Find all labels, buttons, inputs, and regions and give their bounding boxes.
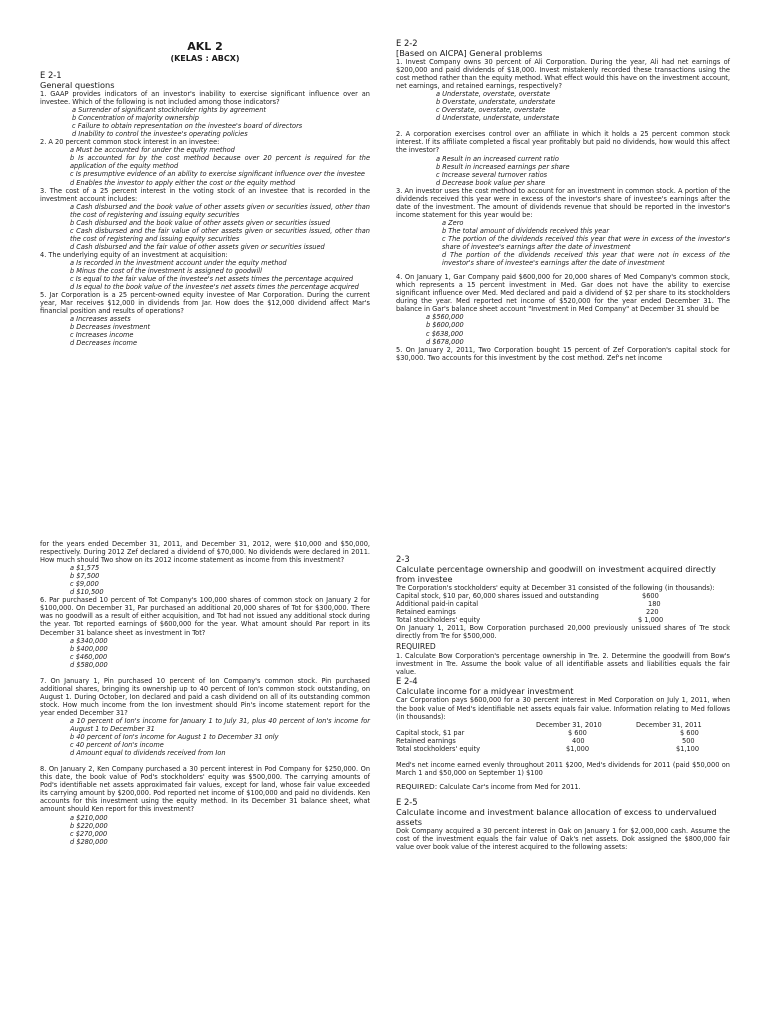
option-c: c Cash disbursed and the fair value of other assets given or securities issued, other than the cost of registering and issuing equity securities bbox=[70, 226, 370, 243]
option-b: b $400,000 bbox=[70, 644, 108, 653]
column-header: December 31, 2011 bbox=[636, 720, 702, 729]
section-heading: Calculate income for a midyear investment bbox=[396, 686, 574, 697]
option-a: a Must be accounted for under the equity method bbox=[70, 146, 235, 155]
page2-left-column bbox=[40, 540, 370, 846]
option-c: c The portion of the dividends received this year that were in excess of the investor's share of investee's earnings after the date of investment bbox=[442, 234, 730, 252]
row-value: $1,000 bbox=[566, 744, 590, 753]
row-value: 500 bbox=[682, 736, 695, 745]
table-row bbox=[396, 729, 730, 737]
row-value: $600 bbox=[642, 592, 659, 601]
option-b: b Is accounted for by the cost method because over 20 percent is required for the application of the equity method bbox=[70, 154, 370, 171]
option-b: b Minus the cost of the investment is assigned to goodwill bbox=[70, 267, 262, 276]
question-7: 7. On January 1, Pin purchased 10 percent of Ion Company's common stock. Pin purchased additional shares, bringing its ownership up to 40 percent of Ion's common stock outstanding, on August 1. During October, Ion declared and paid a cash dividend on all of its outstanding common stock. How much income from the Ion investment should Pin's income statement report for the year ended December 31? bbox=[40, 676, 370, 717]
row-value: 180 bbox=[648, 600, 661, 609]
row-label: Retained earnings bbox=[396, 736, 456, 745]
page-2 bbox=[0, 512, 768, 1024]
paragraph: Tre Corporation's stockholders' equity at December 31 consisted of the following (in thousands): bbox=[396, 584, 715, 592]
option-a: a Is recorded in the investment account under the equity method bbox=[70, 258, 287, 267]
option-d: d Is equal to the book value of the investee's net assets times the percentage acquired bbox=[70, 283, 359, 292]
question-3: 3. The cost of a 25 percent interest in the voting stock of an investee that is recorded in the investment account includes: bbox=[40, 186, 370, 203]
table-row bbox=[396, 616, 730, 624]
question-5-continued: for the years ended December 31, 2011, and December 31, 2012, were $10,000 and $50,000, respectively. During 2012 Zef declared a dividend of $70,000. No dividends were declared in 2011. How much should Two show on its 2012 income statement as income from this investment? bbox=[40, 540, 370, 565]
section-e2-4: E 2-4 bbox=[396, 676, 418, 687]
section-heading: [Based on AICPA] General problems bbox=[396, 48, 543, 58]
option-c: c Overstate, overstate, overstate bbox=[436, 106, 546, 115]
row-label: Additional paid-in capital bbox=[396, 600, 479, 609]
row-label: Capital stock, $1 par bbox=[396, 728, 465, 737]
row-value: $ 600 bbox=[568, 728, 587, 737]
table-row bbox=[396, 745, 730, 753]
required-line bbox=[396, 783, 730, 791]
row-label: Total stockholders' equity bbox=[396, 616, 481, 625]
page1-right-column bbox=[396, 38, 730, 362]
option-b: b $7,500 bbox=[70, 572, 100, 581]
income-table bbox=[396, 721, 730, 753]
section-e2-1: E 2-1 bbox=[40, 70, 62, 80]
question-8: 8. On January 2, Ken Company purchased a 30 percent interest in Pod Company for $250,000. On this date, the book value of Pod's stockholders' equity was $500,000. The carrying amounts of Pod's identifiable net assets approximated fair values, except for land, whose fair value exceeded its carrying amount by $200,000. Pod reported net income of $100,000 and paid no dividends. Ken accounts for this investment using the equity method. In its December 31 balance sheet, what amount should Ken report for this investment? bbox=[40, 765, 370, 814]
section-e2-2: E 2-2 bbox=[396, 38, 418, 48]
section-heading: Calculate percentage ownership and goodwill on investment acquired directly from investee bbox=[396, 564, 716, 584]
column-header: December 31, 2010 bbox=[536, 720, 602, 729]
question-1: 1. GAAP provides indicators of an investor's inability to exercise significant influence over an investee. Which of the following is not included among those indicators? bbox=[40, 90, 370, 107]
option-d: d Enables the investor to apply either the cost or the equity method bbox=[70, 178, 296, 187]
question-6: 6. Par purchased 10 percent of Tot Company's 100,000 shares of common stock on January 2 for $100,000. On December 31, Par purchased an additional 20,000 shares of Tot for $300,000. There was no goodwill as a result of either acquisition, and Tot had not issued any additional stock during the year. Tot reported earnings of $600,000 for the year. What amount should Par report in its December 31 balance sheet as investment in Tot? bbox=[40, 596, 370, 637]
option-d: d $678,000 bbox=[426, 337, 464, 346]
option-b: b Decreases investment bbox=[70, 323, 151, 332]
option-a: a Result in an increased current ratio bbox=[436, 154, 559, 163]
option-c: c $270,000 bbox=[70, 829, 108, 838]
required-text: Calculate Car's income from Med for 2011. bbox=[439, 782, 581, 791]
option-d: d $280,000 bbox=[70, 837, 108, 846]
option-d: d Understate, understate, understate bbox=[436, 114, 560, 123]
option-b: b Overstate, understate, understate bbox=[436, 98, 556, 107]
option-d: d Decreases income bbox=[70, 339, 138, 348]
equity-table bbox=[396, 592, 730, 624]
option-d: d $580,000 bbox=[70, 660, 108, 669]
option-c: c $460,000 bbox=[70, 652, 108, 661]
option-c: c Failure to obtain representation on the investee's board of directors bbox=[72, 122, 303, 131]
option-c: c Increases income bbox=[70, 331, 134, 340]
table-row bbox=[396, 737, 730, 745]
option-a: a Cash disbursed and the book value of other assets given or securities issued, other than the cost of registering and issuing equity securities bbox=[70, 202, 370, 219]
option-d: d Amount equal to dividends received from Ion bbox=[70, 749, 226, 758]
option-a: a 10 percent of Ion's income for January 1 to July 31, plus 40 percent of Ion's income for August 1 to December 31 bbox=[70, 716, 370, 734]
page-subtitle: (KELAS : ABCX) bbox=[170, 54, 240, 63]
question-2: 2. A corporation exercises control over an affiliate in which it holds a 25 percent common stock interest. If its affiliate completed a fiscal year profitably but paid no dividends, how would this affect the investor? bbox=[396, 130, 730, 155]
option-b: b Cash disbursed and the book value of other assets given or securities issued bbox=[70, 218, 330, 227]
paragraph: Dok Company acquired a 30 percent interest in Oak on January 1 for $2,000,000 cash. Assume the cost of the investment equals the fair value of Oak's net assets. Dok assigned the $800,000 fair value over book value of the interest acquired to the following assets: bbox=[396, 826, 730, 852]
option-a: a Increases assets bbox=[70, 315, 131, 324]
row-value: $ 600 bbox=[680, 728, 699, 737]
section-e2-5: E 2-5 bbox=[396, 796, 418, 807]
option-c: c Is equal to the fair value of the investee's net assets times the percentage acquired bbox=[70, 275, 354, 284]
option-a: a Surrender of significant stockholder rights by agreement bbox=[72, 106, 267, 115]
option-a: a $1,575 bbox=[70, 564, 100, 573]
option-c: c $9,000 bbox=[70, 580, 99, 589]
option-d: d Cash disbursed and the fair value of other assets given or securities issued bbox=[70, 242, 325, 251]
question-3: 3. An investor uses the cost method to account for an investment in common stock. A portion of the dividends received this year were in excess of the investor's share of investee's earnings after the date of the investment. The amount of dividends revenue that should be reported in the investor's income statement for this year would be: bbox=[396, 186, 730, 219]
paragraph: Car Corporation pays $600,000 for a 30 percent interest in Med Corporation on July 1, 2011, when the book value of Med's identifiable net assets equals fair value. Information relating to Med follows (in thousands): bbox=[396, 696, 730, 721]
paragraph: Med's net income earned evenly throughout 2011 $200, Med's dividends for 2011 (paid $50,000 on March 1 and $50,000 on September 1) $100 bbox=[396, 760, 730, 777]
table-row bbox=[396, 600, 730, 608]
option-d: d Decrease book value per share bbox=[436, 178, 546, 187]
row-value: $ 1,000 bbox=[638, 616, 664, 625]
option-a: a Zero bbox=[442, 218, 464, 227]
question-5: 5. Jar Corporation is a 25 percent-owned equity investee of Mar Corporation. During the current year, Mar receives $12,000 in dividends from Jar. How does the $12,000 dividend affect Mar's financial position and results of operations? bbox=[40, 291, 370, 316]
row-value: $1,100 bbox=[676, 744, 700, 753]
paragraph: On January 1, 2011, Bow Corporation purchased 20,000 previously unissued shares of Tre stock directly from Tre for $500,000. bbox=[396, 624, 730, 641]
option-b: b $220,000 bbox=[70, 821, 108, 830]
option-b: b 40 percent of Ion's income for August 1 to December 31 only bbox=[70, 733, 279, 742]
row-label: Capital stock, $10 par, 60,000 shares issued and outstanding bbox=[396, 592, 599, 601]
section-2-3: 2-3 bbox=[396, 554, 410, 564]
question-4: 4. The underlying equity of an investment at acquisition: bbox=[40, 250, 228, 259]
row-value: 400 bbox=[572, 736, 585, 745]
question-5: 5. On January 2, 2011, Two Corporation bought 15 percent of Zef Corporation's capital stock for $30,000. Two accounts for this investment by the cost method. Zef's net income bbox=[396, 345, 730, 362]
option-d: d The portion of the dividends received this year that were not in excess of the investor's share of investee's earnings after the date of investment bbox=[442, 251, 730, 268]
option-b: b The total amount of dividends received this year bbox=[442, 226, 610, 235]
option-a: a Understate, overstate, overstate bbox=[436, 90, 550, 99]
page-title: AKL 2 bbox=[187, 40, 223, 53]
row-label: Total stockholders' equity bbox=[396, 744, 481, 753]
option-b: b $600,000 bbox=[426, 321, 464, 330]
question-1: 1. Invest Company owns 30 percent of Ali Corporation. During the year, Ali had net earnings of $200,000 and paid dividends of $18,000. Invest mistakenly recorded these transactions using the cost method rather than the equity method. What effect would this have on the investment account, net earnings, and retained earnings, respectively? bbox=[396, 58, 730, 91]
option-d: d $10,500 bbox=[70, 588, 104, 597]
option-b: b Result in increased earnings per share bbox=[436, 162, 570, 171]
option-c: c Increase several turnover ratios bbox=[436, 170, 548, 179]
table-header-row bbox=[396, 721, 730, 729]
option-c: c $638,000 bbox=[426, 329, 464, 338]
option-b: b Concentration of majority ownership bbox=[72, 114, 199, 123]
required-label: REQUIRED bbox=[396, 642, 436, 652]
option-d: d Inability to control the investee's operating policies bbox=[72, 130, 248, 139]
required-label: REQUIRED: bbox=[396, 781, 438, 791]
option-c: c 40 percent of Ion's income bbox=[70, 741, 164, 750]
option-a: a $560,000 bbox=[426, 313, 464, 322]
row-label: Retained earnings bbox=[396, 608, 456, 617]
required-text: 1. Calculate Bow Corporation's percentage ownership in Tre. 2. Determine the goodwill from Bow's investment in Tre. Assume the book value of all identifiable assets and liabilities equals the fair value. bbox=[396, 652, 730, 677]
option-c: c Is presumptive evidence of an ability to exercise significant influence over the investee bbox=[70, 170, 365, 179]
section-heading: General questions bbox=[40, 80, 115, 90]
table-row bbox=[396, 592, 730, 600]
question-2: 2. A 20 percent common stock interest in an investee: bbox=[40, 138, 220, 147]
option-a: a $340,000 bbox=[70, 636, 108, 645]
section-heading: Calculate income and investment balance allocation of excess to undervalued assets bbox=[396, 806, 717, 827]
option-a: a $210,000 bbox=[70, 813, 108, 822]
page2-right-column bbox=[396, 554, 730, 851]
table-row bbox=[396, 608, 730, 616]
page1-left-column bbox=[40, 40, 370, 348]
question-4: 4. On January 1, Gar Company paid $600,000 for 20,000 shares of Med Company's common stock, which represents a 15 percent investment in Med. Gar does not have the ability to exercise significant influence over Med. Med declared and paid a dividend of $2 per share to its stockholders during the year. Med reported net income of $520,000 for the year ended December 31. The balance in Gar's balance sheet account "Investment in Med Company" at December 31 should be bbox=[396, 273, 730, 314]
row-value: 220 bbox=[646, 608, 659, 617]
